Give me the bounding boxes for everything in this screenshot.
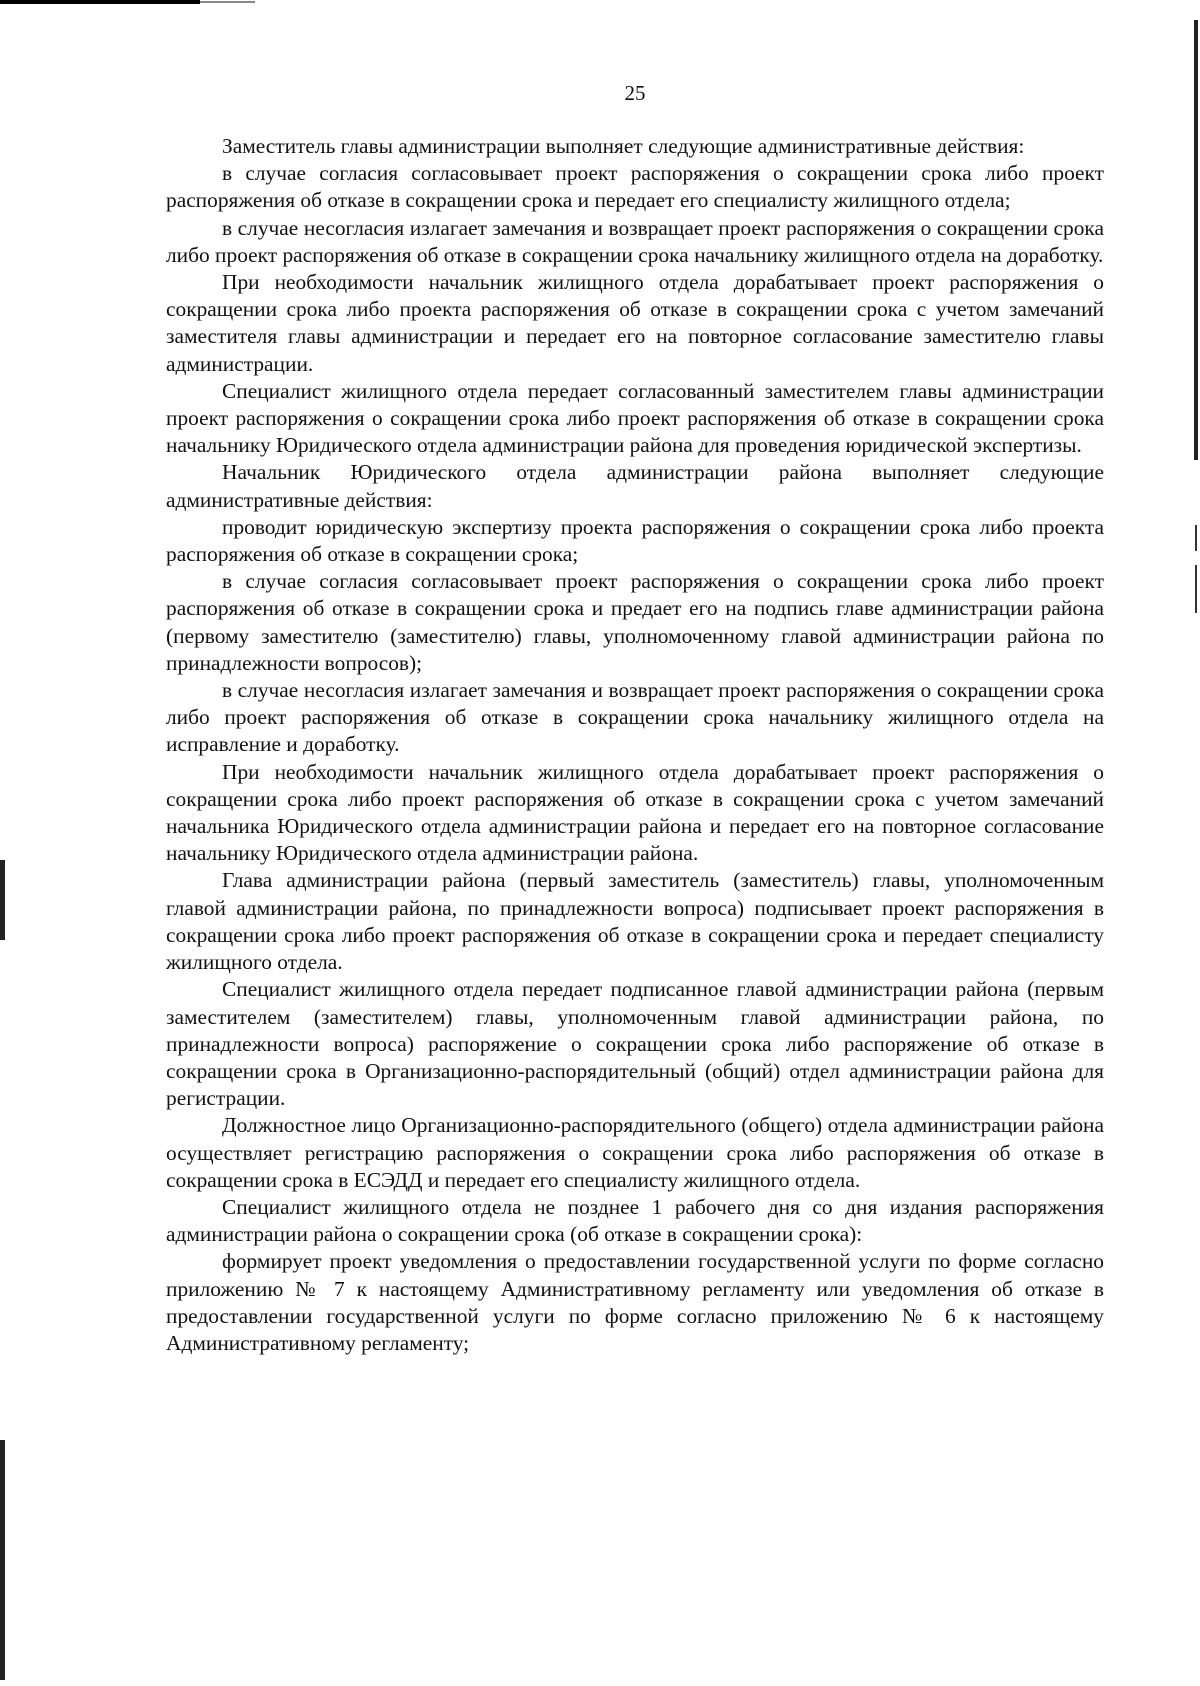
scan-artifact-right-mark [1195,565,1197,613]
scan-artifact-right-mark [1195,525,1197,551]
scan-artifact-left-mark [0,1440,5,1680]
scan-artifact-left-mark [0,860,5,940]
paragraph: Начальник Юридического отдела администрации района выполняет следующие административные действия: [166,460,1104,512]
page-number: 25 [624,81,646,105]
scan-artifact-top-line [0,0,200,4]
paragraph: в случае несогласия излагает замечания и возвращает проект распоряжения о сокращении срока либо проект распоряжения об отказе в сокращении срока начальнику жилищного отдела на исправление и доработку. [166,678,1104,757]
paragraph: в случае согласия согласовывает проект распоряжения о сокращении срока либо проект распоряжения об отказе в сокращении срока и передает его специалисту жилищного отдела; [166,161,1104,213]
paragraph: При необходимости начальник жилищного отдела дорабатывает проект распоряжения о сокращении срока либо проекта распоряжения об отказе в сокращении срока с учетом замечаний заместителя главы администрации и передает его на повторное согласование заместителю главы администрации. [166,270,1104,376]
paragraph: Заместитель главы администрации выполняет следующие административные действия: [222,134,1025,158]
scan-artifact-top-line-faint [200,1,255,3]
paragraph: Глава администрации района (первый заместитель (заместитель) главы, уполномоченным главой администрации района, по принадлежности вопроса) подписывает проект распоряжения в сокращении срока либо проект распоряжения об отказе в сокращении срока и передает специалисту жилищного отдела. [166,868,1104,975]
paragraph: проводит юридическую экспертизу проекта распоряжения о сокращении срока либо проекта распоряжения об отказе в сокращении срока; [166,514,1104,567]
paragraph: Специалист жилищного отдела передает согласованный заместителем главы администрации проект распоряжения о сокращении срока либо проект распоряжения об отказе в сокращении срока начальнику Юридического отдела администрации района для проведения юридической экспертизы. [166,378,1104,458]
paragraph: в случае несогласия излагает замечания и возвращает проект распоряжения о сокращении срока либо проект распоряжения об отказе в сокращении срока начальнику жилищного отдела на доработку. [166,215,1104,267]
document-body [166,133,1104,1357]
paragraph: Должностное лицо Организационно-распорядительного (общего) отдела администрации района осуществляет регистрацию распоряжения о сокращении срока либо распоряжения об отказе в сокращении срока в ЕСЭДД и передает его специалисту жилищного отдела. [166,1113,1104,1192]
paragraph: формирует проект уведомления о предоставлении государственной услуги по форме согласно приложению № 7 к настоящему Административному регламенту или уведомления об отказе в предоставлении государственной услуги по форме согласно приложению № 6 к настоящему Административному регламенту; [166,1249,1104,1355]
paragraph: в случае согласия согласовывает проект распоряжения о сокращении срока либо проект распоряжения об отказе в сокращении срока и предает его на подпись главе администрации района (первому заместителю (заместителю) главы, уполномоченному главой администрации района по принадлежности вопросов); [166,569,1104,675]
paragraph: Специалист жилищного отдела не позднее 1 рабочего дня со дня издания распоряжения администрации района о сокращении срока (об отказе в сокращении срока): [166,1194,1104,1247]
paragraph: При необходимости начальник жилищного отдела дорабатывает проект распоряжения о сокращении срока либо проект распоряжения об отказе в сокращении срока с учетом замечаний начальника Юридического отдела администрации района и передает его на повторное согласование начальнику Юридического отдела администрации района. [166,759,1104,866]
paragraph: Специалист жилищного отдела передает подписанное главой администрации района (первым заместителем (заместителем) главы, уполномоченным главой администрации района, по принадлежности вопроса) распоряжение о сокращении срока либо распоряжение об отказе в сокращении срока в Организационно-распорядительный (общий) отдел администрации района для регистрации. [166,977,1104,1111]
